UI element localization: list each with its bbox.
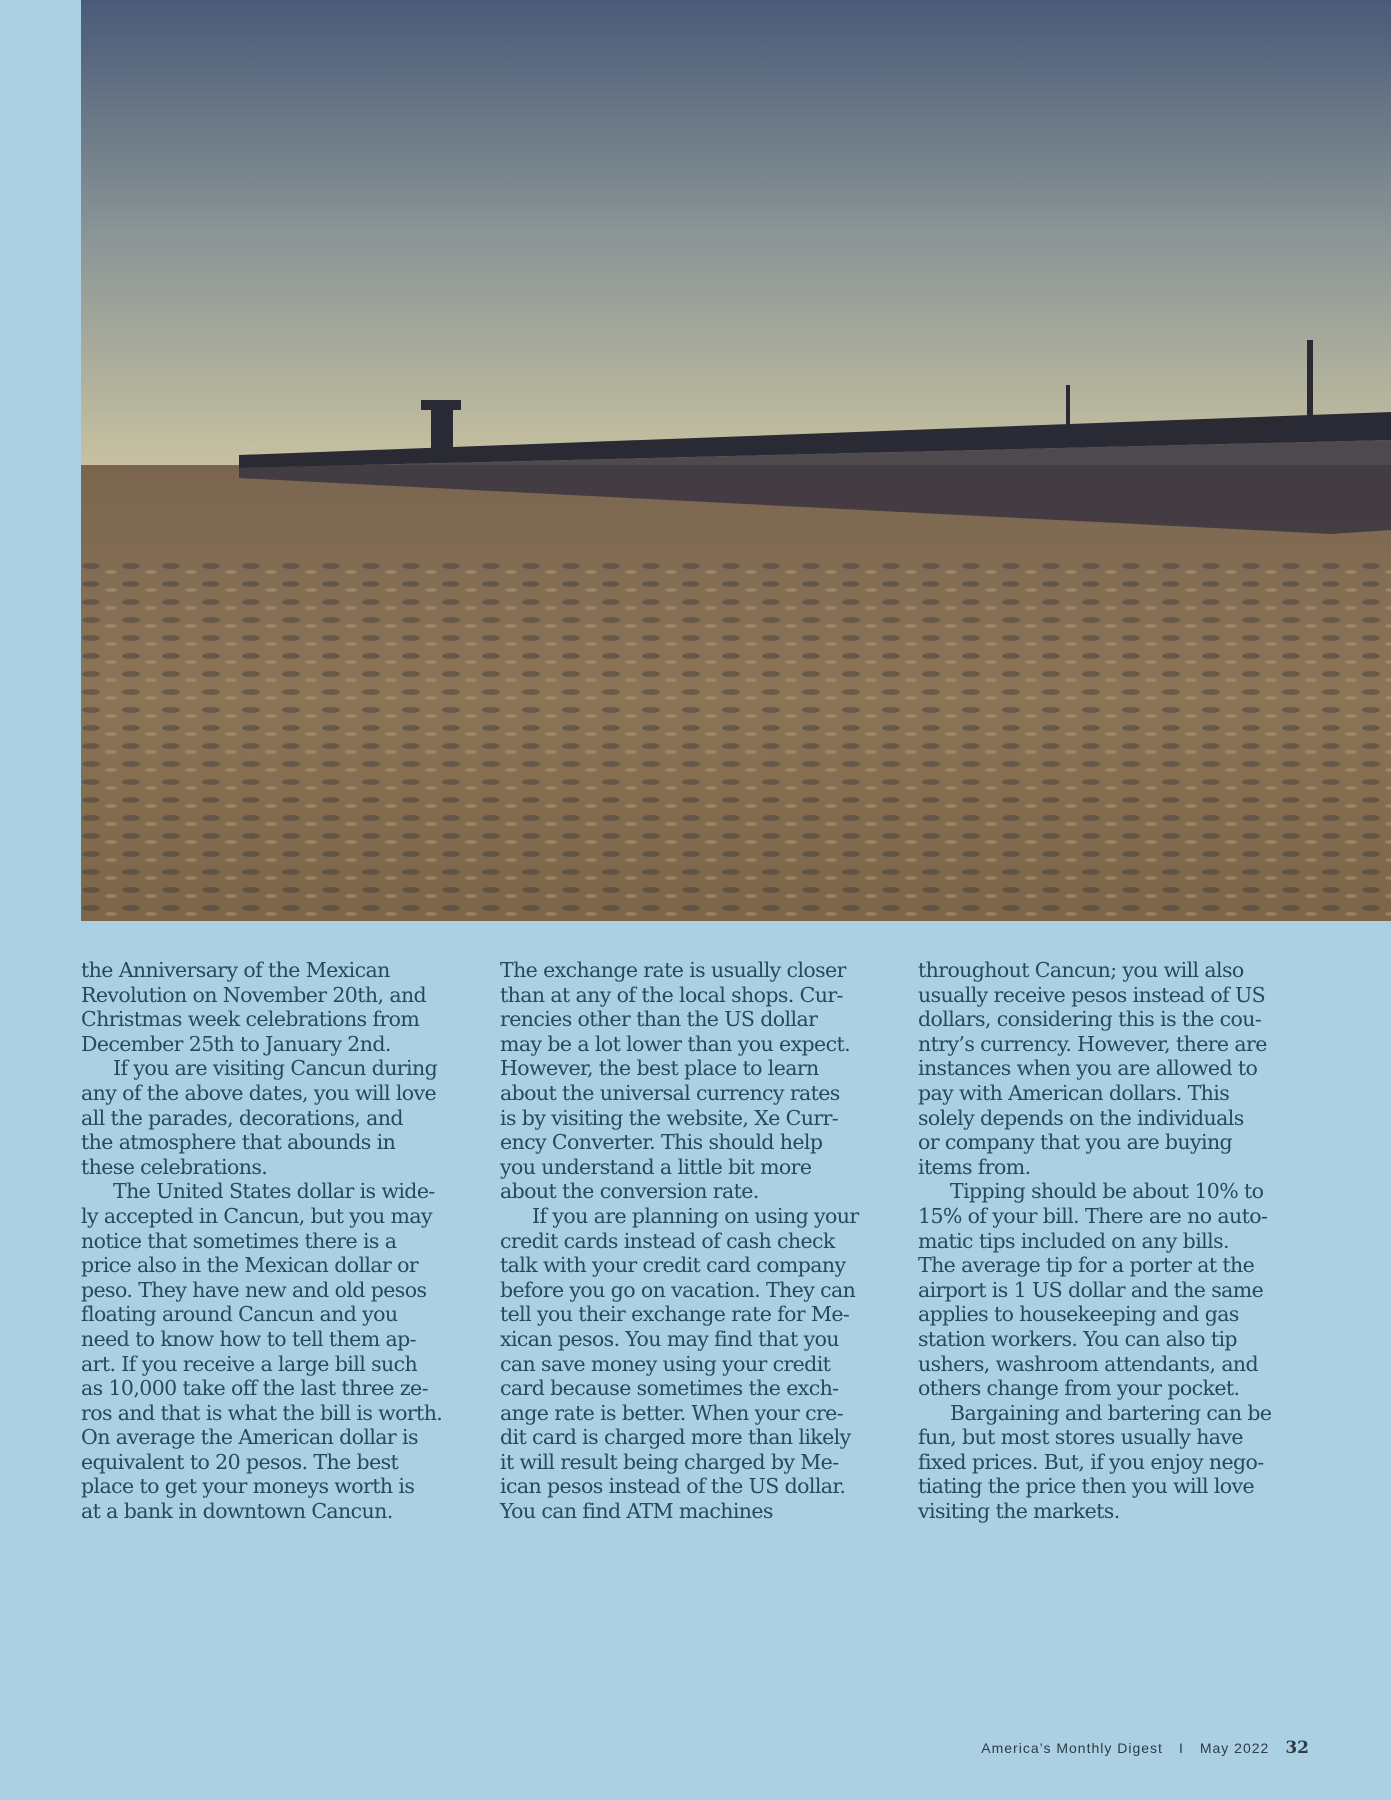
article-column-3 — [918, 958, 1328, 1524]
text-line: throughout Cancun; you will also — [918, 958, 1244, 982]
text-line: usually receive pesos instead of US — [918, 982, 1266, 1007]
text-line: others change from your pocket. — [918, 1376, 1240, 1401]
text-line: the atmosphere that abounds in — [81, 1130, 396, 1155]
text-line: ntry’s currency. However, there are — [918, 1031, 1267, 1056]
text-line: talk with your credit card company — [500, 1253, 846, 1278]
text-line: ange rate is better. When your cre- — [500, 1400, 844, 1425]
text-line: card because sometimes the exch- — [500, 1376, 839, 1401]
text-line: tell you their exchange rate for Me- — [500, 1302, 850, 1327]
text-line: On average the American dollar is — [81, 1425, 418, 1450]
text-line: ency Converter. This should help — [500, 1130, 823, 1155]
text-line: need to know how to tell them ap- — [81, 1326, 416, 1351]
text-line: than at any of the local shops. Cur- — [500, 982, 843, 1007]
text-line: The United States dollar is wide- — [113, 1179, 435, 1204]
text-line: price also in the Mexican dollar or — [81, 1253, 419, 1278]
text-line: can save money using your credit — [500, 1351, 831, 1376]
text-line: about the conversion rate. — [500, 1179, 759, 1204]
text-line: place to get your moneys worth is — [81, 1474, 415, 1499]
text-line: However, the best place to learn — [500, 1056, 819, 1081]
text-line: floating around Cancun and you — [81, 1302, 398, 1327]
text-line: dit card is charged more than likely — [500, 1425, 851, 1450]
text-line: all the parades, decorations, and — [81, 1105, 403, 1130]
text-line: station workers. You can also tip — [918, 1326, 1237, 1351]
text-line: equivalent to 20 pesos. The best — [81, 1449, 399, 1474]
text-line: peso. They have new and old pesos — [81, 1277, 427, 1302]
text-line: may be a lot lower than you expect. — [500, 1031, 851, 1056]
text-line: Tipping should be about 10% to — [950, 1179, 1264, 1204]
text-line: fixed prices. But, if you enjoy nego- — [918, 1449, 1264, 1474]
text-line: solely depends on the individuals — [918, 1105, 1244, 1130]
text-line: airport is 1 US dollar and the same — [918, 1277, 1264, 1302]
text-line: items from. — [918, 1154, 1031, 1179]
issue-date: May 2022 — [1199, 1740, 1270, 1756]
text-line: Christmas week celebrations from — [81, 1007, 420, 1032]
text-line: The exchange rate is usually closer — [500, 958, 846, 982]
text-line: instances when you are allowed to — [918, 1056, 1258, 1081]
text-line: about the universal currency rates — [500, 1080, 840, 1105]
text-line: xican pesos. You may find that you — [500, 1326, 839, 1351]
text-line: credit cards instead of cash check — [500, 1228, 835, 1253]
text-line: ican pesos instead of the US dollar. — [500, 1474, 846, 1499]
footer-separator: I — [1178, 1740, 1184, 1756]
text-line: Bargaining and bartering can be — [950, 1400, 1272, 1425]
text-line: art. If you receive a large bill such — [81, 1351, 418, 1376]
text-line: you understand a little bit more — [500, 1154, 812, 1179]
text-line: ros and that is what the bill is worth. — [81, 1400, 443, 1425]
text-line: dollars, considering this is the cou- — [918, 1007, 1262, 1032]
text-line: 15% of your bill. There are no auto- — [918, 1203, 1268, 1228]
text-line: tiating the price then you will love — [918, 1474, 1255, 1499]
text-line: is by visiting the website, Xe Curr- — [500, 1105, 839, 1130]
text-line: the Anniversary of the Mexican — [81, 958, 390, 982]
text-line: these celebrations. — [81, 1154, 268, 1179]
text-line: fun, but most stores usually have — [918, 1425, 1243, 1450]
text-line: or company that you are buying — [918, 1130, 1233, 1155]
page-number: 32 — [1285, 1738, 1309, 1758]
text-line: rencies other than the US dollar — [500, 1007, 818, 1032]
text-line: visiting the markets. — [918, 1499, 1120, 1524]
text-line: at a bank in downtown Cancun. — [81, 1499, 393, 1524]
text-line: If you are planning on using your — [532, 1203, 859, 1228]
text-line: notice that sometimes there is a — [81, 1228, 397, 1253]
article-column-1 — [81, 958, 491, 1524]
text-line: ushers, washroom attendants, and — [918, 1351, 1259, 1376]
text-line: Revolution on November 20th, and — [81, 982, 427, 1007]
text-line: pay with American dollars. This — [918, 1080, 1230, 1105]
article-column-2 — [500, 958, 910, 1524]
page-footer — [981, 1738, 1309, 1758]
text-line: before you go on vacation. They can — [500, 1277, 856, 1302]
text-line: applies to housekeeping and gas — [918, 1302, 1239, 1327]
text-line: December 25th to January 2nd. — [81, 1031, 391, 1056]
beach-pier-photo — [81, 0, 1391, 921]
text-line: You can find ATM machines — [500, 1499, 773, 1524]
text-line: any of the above dates, you will love — [81, 1080, 437, 1105]
publication-name: America’s Monthly Digest — [981, 1740, 1163, 1756]
text-line: as 10,000 take off the last three ze- — [81, 1376, 428, 1401]
text-line: If you are visiting Cancun during — [113, 1056, 438, 1081]
photo-image — [81, 0, 1391, 921]
text-line: The average tip for a porter at the — [918, 1253, 1255, 1278]
text-line: it will result being charged by Me- — [500, 1449, 839, 1474]
text-line: ly accepted in Cancun, but you may — [81, 1203, 432, 1228]
text-line: matic tips included on any bills. — [918, 1228, 1229, 1253]
